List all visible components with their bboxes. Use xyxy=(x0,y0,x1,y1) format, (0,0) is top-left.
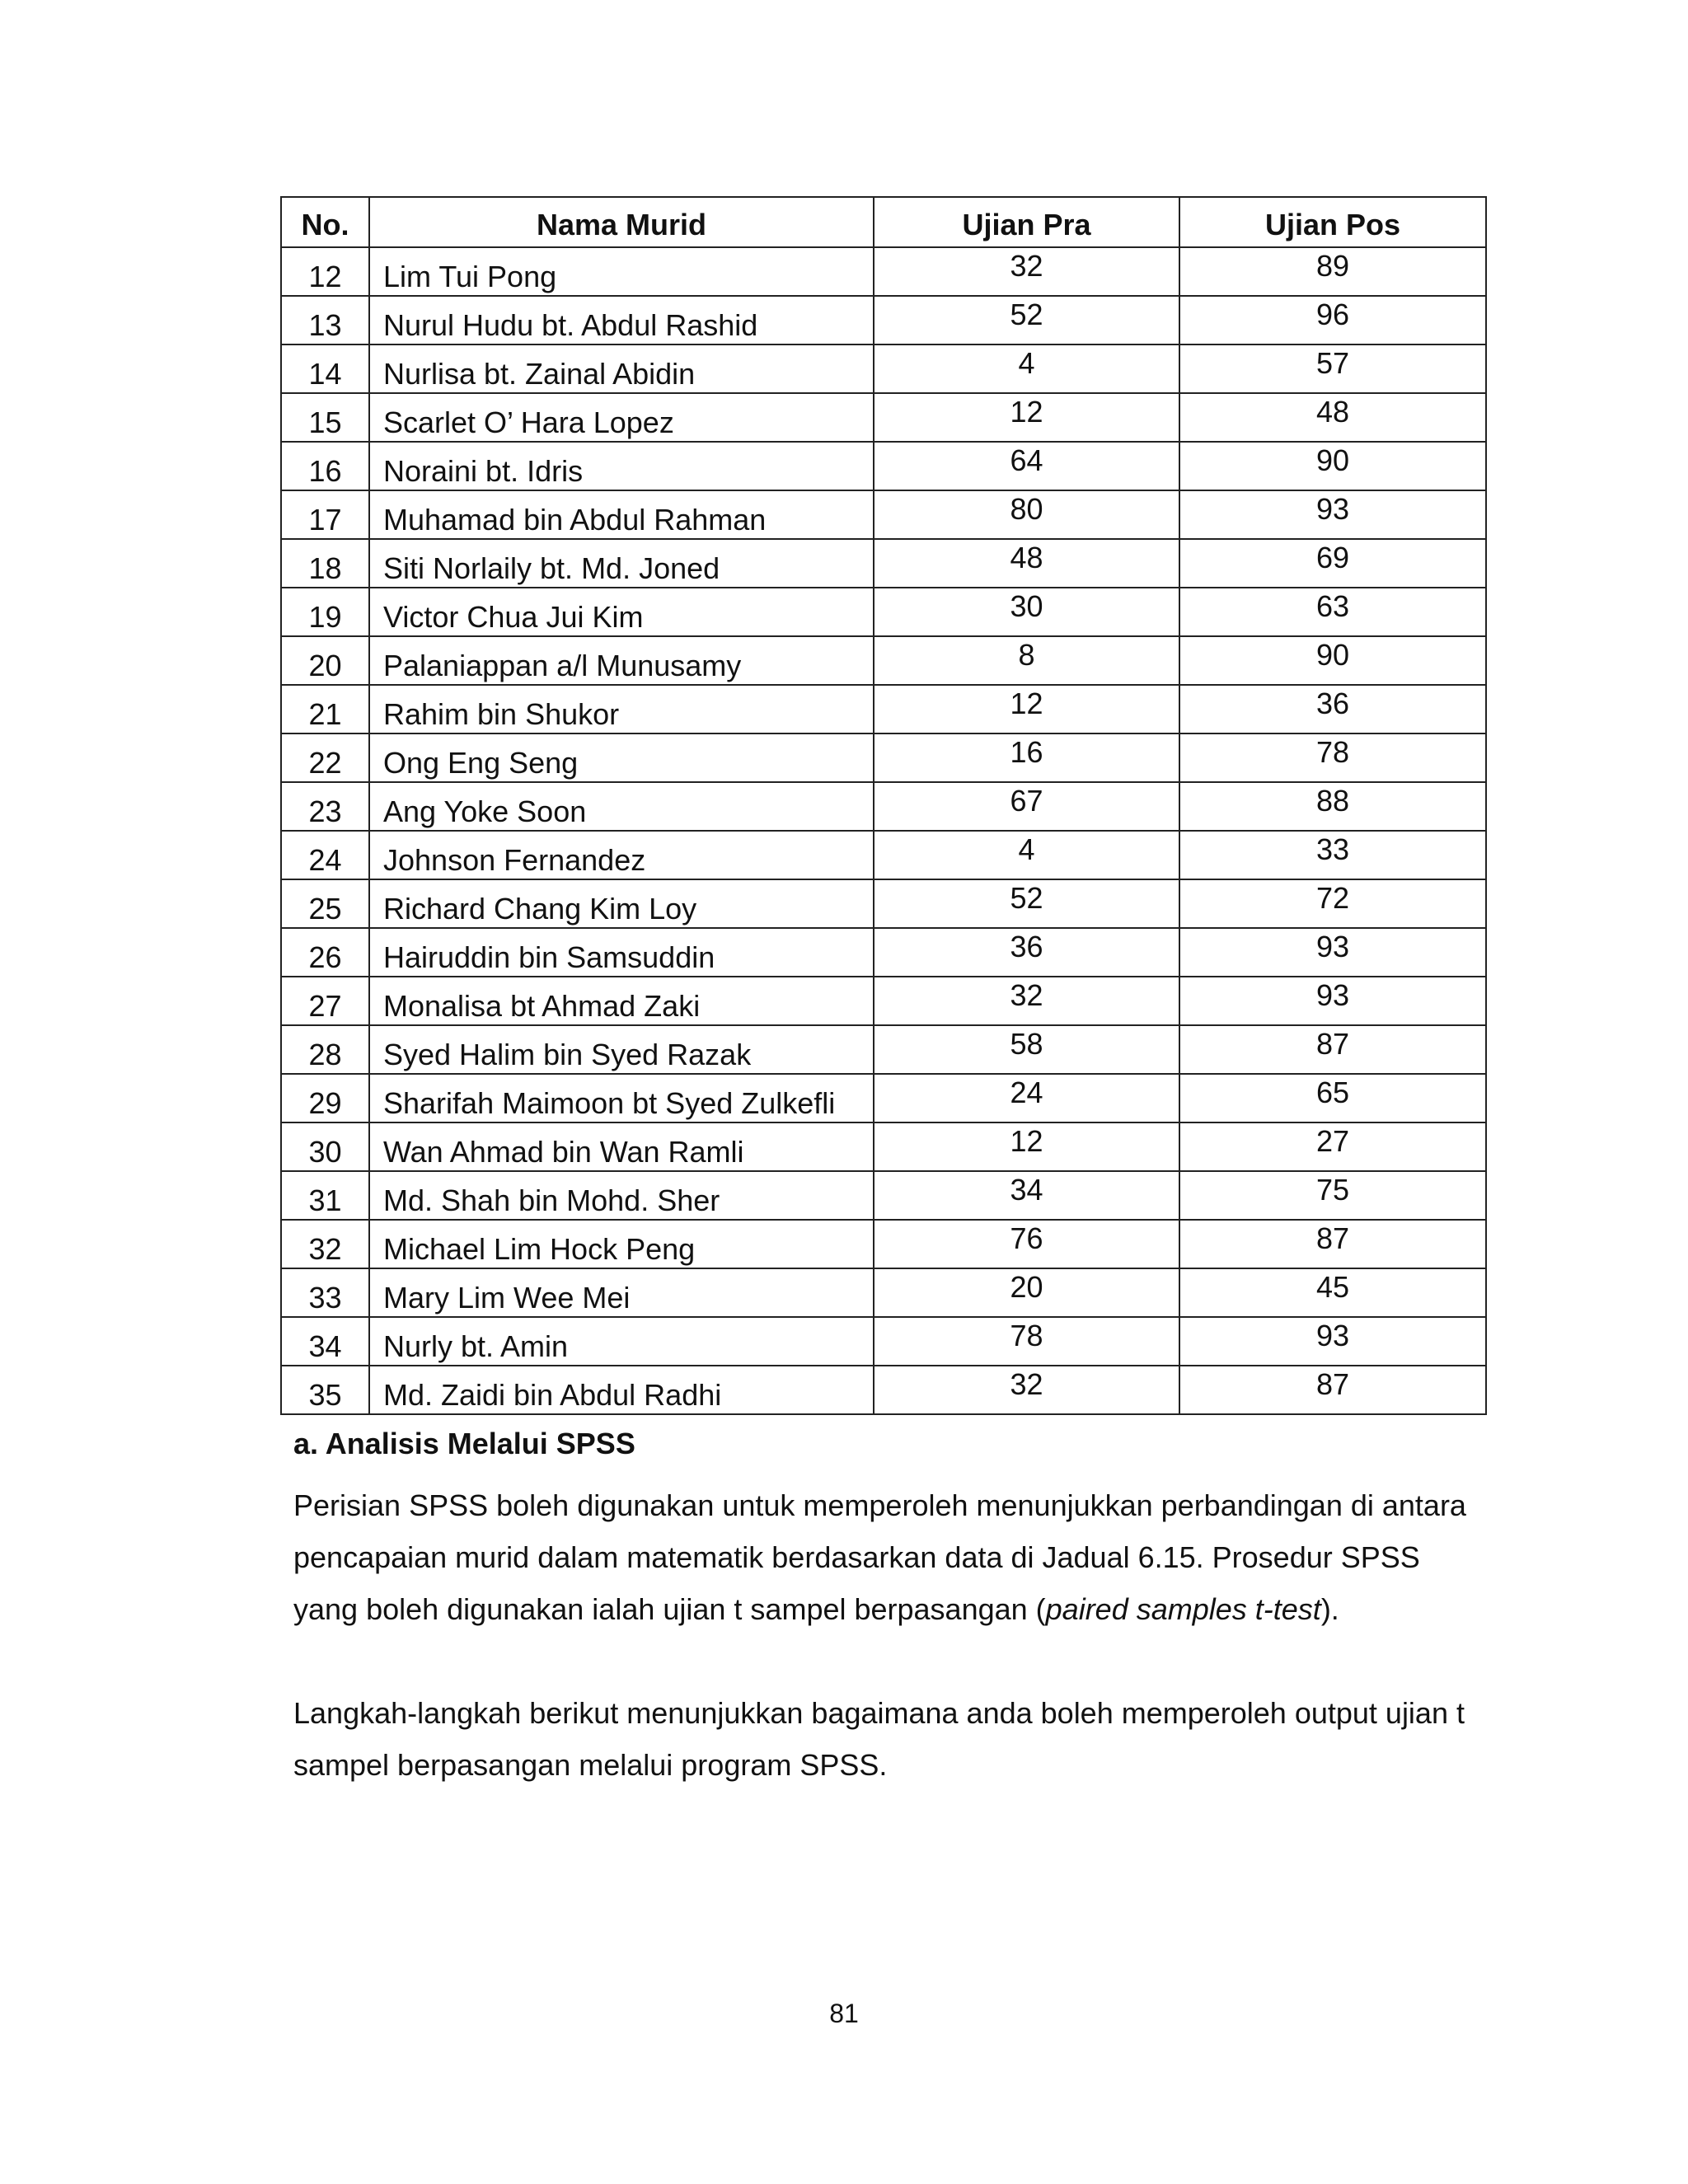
table-row xyxy=(281,831,1486,879)
cell-ujian-pos: 65 xyxy=(1179,1074,1486,1122)
cell-no: 20 xyxy=(281,636,369,685)
cell-no: 18 xyxy=(281,539,369,588)
cell-name: Sharifah Maimoon bt Syed Zulkefli xyxy=(369,1074,874,1122)
cell-no: 34 xyxy=(281,1317,369,1366)
cell-no: 17 xyxy=(281,490,369,539)
table-row xyxy=(281,393,1486,442)
cell-name: Nurul Hudu bt. Abdul Rashid xyxy=(369,296,874,344)
header-name: Nama Murid xyxy=(369,197,874,247)
cell-name: Hairuddin bin Samsuddin xyxy=(369,928,874,977)
header-ujian-pos: Ujian Pos xyxy=(1179,197,1486,247)
page-number: 81 xyxy=(829,1999,859,2028)
cell-name: Noraini bt. Idris xyxy=(369,442,874,490)
cell-no: 19 xyxy=(281,588,369,636)
cell-no: 12 xyxy=(281,247,369,296)
cell-ujian-pos: 93 xyxy=(1179,490,1486,539)
table-row xyxy=(281,490,1486,539)
cell-name: Richard Chang Kim Loy xyxy=(369,879,874,928)
cell-ujian-pos: 48 xyxy=(1179,393,1486,442)
table-row xyxy=(281,636,1486,685)
cell-ujian-pos: 88 xyxy=(1179,782,1486,831)
cell-ujian-pra: 67 xyxy=(874,782,1179,831)
cell-no: 35 xyxy=(281,1366,369,1414)
cell-no: 24 xyxy=(281,831,369,879)
cell-name: Nurly bt. Amin xyxy=(369,1317,874,1366)
cell-ujian-pos: 87 xyxy=(1179,1220,1486,1268)
cell-name: Md. Zaidi bin Abdul Radhi xyxy=(369,1366,874,1414)
analysis-section xyxy=(293,1426,1480,1791)
cell-ujian-pra: 76 xyxy=(874,1220,1179,1268)
cell-ujian-pra: 4 xyxy=(874,344,1179,393)
cell-no: 22 xyxy=(281,733,369,782)
cell-no: 33 xyxy=(281,1268,369,1317)
cell-ujian-pra: 12 xyxy=(874,685,1179,733)
cell-ujian-pos: 87 xyxy=(1179,1366,1486,1414)
table-row xyxy=(281,1268,1486,1317)
cell-ujian-pra: 32 xyxy=(874,247,1179,296)
cell-no: 15 xyxy=(281,393,369,442)
cell-ujian-pra: 20 xyxy=(874,1268,1179,1317)
paragraph-spss-intro-italic: paired samples t-test xyxy=(1045,1592,1321,1627)
cell-no: 32 xyxy=(281,1220,369,1268)
cell-ujian-pos: 87 xyxy=(1179,1025,1486,1074)
cell-no: 21 xyxy=(281,685,369,733)
paragraph-spss-intro-text: Perisian SPSS boleh digunakan untuk memperoleh menunjukkan perbandingan di antara pencapaian murid dalam matematik berdasarkan data di Jadual 6.15. Prosedur SPSS yang boleh digunakan ialah ujian t sampel berpasangan ( xyxy=(293,1488,1466,1627)
cell-ujian-pos: 75 xyxy=(1179,1171,1486,1220)
cell-ujian-pra: 12 xyxy=(874,393,1179,442)
cell-ujian-pra: 36 xyxy=(874,928,1179,977)
cell-ujian-pra: 52 xyxy=(874,296,1179,344)
table-row xyxy=(281,588,1486,636)
cell-name: Md. Shah bin Mohd. Sher xyxy=(369,1171,874,1220)
cell-ujian-pos: 33 xyxy=(1179,831,1486,879)
cell-name: Nurlisa bt. Zainal Abidin xyxy=(369,344,874,393)
table-row xyxy=(281,1122,1486,1171)
table-row xyxy=(281,1025,1486,1074)
cell-name: Syed Halim bin Syed Razak xyxy=(369,1025,874,1074)
cell-ujian-pra: 52 xyxy=(874,879,1179,928)
cell-name: Rahim bin Shukor xyxy=(369,685,874,733)
cell-name: Wan Ahmad bin Wan Ramli xyxy=(369,1122,874,1171)
cell-ujian-pos: 93 xyxy=(1179,928,1486,977)
cell-ujian-pra: 34 xyxy=(874,1171,1179,1220)
cell-no: 25 xyxy=(281,879,369,928)
table-row xyxy=(281,1317,1486,1366)
table-row xyxy=(281,442,1486,490)
cell-ujian-pos: 27 xyxy=(1179,1122,1486,1171)
table-row xyxy=(281,928,1486,977)
cell-ujian-pos: 93 xyxy=(1179,1317,1486,1366)
header-no: No. xyxy=(281,197,369,247)
cell-name: Mary Lim Wee Mei xyxy=(369,1268,874,1317)
cell-ujian-pra: 12 xyxy=(874,1122,1179,1171)
cell-ujian-pos: 72 xyxy=(1179,879,1486,928)
cell-no: 14 xyxy=(281,344,369,393)
cell-name: Ong Eng Seng xyxy=(369,733,874,782)
cell-name: Victor Chua Jui Kim xyxy=(369,588,874,636)
section-heading: a. Analisis Melalui SPSS xyxy=(293,1427,635,1460)
cell-no: 29 xyxy=(281,1074,369,1122)
cell-ujian-pos: 89 xyxy=(1179,247,1486,296)
cell-no: 26 xyxy=(281,928,369,977)
table-row xyxy=(281,733,1486,782)
cell-ujian-pra: 32 xyxy=(874,977,1179,1025)
table-row xyxy=(281,685,1486,733)
table-row xyxy=(281,782,1486,831)
score-table xyxy=(280,196,1487,1415)
cell-no: 28 xyxy=(281,1025,369,1074)
table-row xyxy=(281,879,1486,928)
cell-ujian-pos: 93 xyxy=(1179,977,1486,1025)
table-row xyxy=(281,296,1486,344)
score-table-body xyxy=(281,247,1486,1414)
cell-ujian-pos: 96 xyxy=(1179,296,1486,344)
cell-ujian-pos: 63 xyxy=(1179,588,1486,636)
cell-ujian-pra: 48 xyxy=(874,539,1179,588)
cell-name: Lim Tui Pong xyxy=(369,247,874,296)
paragraph-spss-intro xyxy=(293,1479,1480,1635)
cell-ujian-pra: 8 xyxy=(874,636,1179,685)
cell-ujian-pra: 4 xyxy=(874,831,1179,879)
cell-name: Muhamad bin Abdul Rahman xyxy=(369,490,874,539)
cell-no: 27 xyxy=(281,977,369,1025)
table-row xyxy=(281,344,1486,393)
cell-ujian-pra: 24 xyxy=(874,1074,1179,1122)
cell-no: 16 xyxy=(281,442,369,490)
cell-name: Michael Lim Hock Peng xyxy=(369,1220,874,1268)
table-row xyxy=(281,1366,1486,1414)
cell-no: 31 xyxy=(281,1171,369,1220)
cell-no: 23 xyxy=(281,782,369,831)
cell-ujian-pos: 90 xyxy=(1179,636,1486,685)
cell-name: Scarlet O’ Hara Lopez xyxy=(369,393,874,442)
cell-name: Johnson Fernandez xyxy=(369,831,874,879)
table-row xyxy=(281,1074,1486,1122)
table-row xyxy=(281,539,1486,588)
cell-name: Siti Norlaily bt. Md. Joned xyxy=(369,539,874,588)
cell-ujian-pra: 16 xyxy=(874,733,1179,782)
cell-name: Ang Yoke Soon xyxy=(369,782,874,831)
paragraph-steps: Langkah-langkah berikut menunjukkan bagaimana anda boleh memperoleh output ujian t sampel berpasangan melalui program SPSS. xyxy=(293,1696,1465,1783)
cell-ujian-pos: 45 xyxy=(1179,1268,1486,1317)
cell-ujian-pos: 69 xyxy=(1179,539,1486,588)
header-ujian-pra: Ujian Pra xyxy=(874,197,1179,247)
cell-ujian-pos: 57 xyxy=(1179,344,1486,393)
cell-name: Palaniappan a/l Munusamy xyxy=(369,636,874,685)
cell-ujian-pos: 36 xyxy=(1179,685,1486,733)
cell-no: 13 xyxy=(281,296,369,344)
cell-ujian-pra: 32 xyxy=(874,1366,1179,1414)
cell-ujian-pra: 30 xyxy=(874,588,1179,636)
cell-name: Monalisa bt Ahmad Zaki xyxy=(369,977,874,1025)
cell-ujian-pos: 90 xyxy=(1179,442,1486,490)
cell-ujian-pra: 80 xyxy=(874,490,1179,539)
paragraph-spss-intro-end: ). xyxy=(1320,1592,1339,1627)
cell-ujian-pra: 58 xyxy=(874,1025,1179,1074)
table-row xyxy=(281,1171,1486,1220)
cell-ujian-pra: 78 xyxy=(874,1317,1179,1366)
score-table-header xyxy=(281,197,1486,247)
table-row xyxy=(281,247,1486,296)
table-row xyxy=(281,977,1486,1025)
cell-ujian-pos: 78 xyxy=(1179,733,1486,782)
header-row xyxy=(281,197,1486,247)
table-row xyxy=(281,1220,1486,1268)
cell-ujian-pra: 64 xyxy=(874,442,1179,490)
cell-no: 30 xyxy=(281,1122,369,1171)
